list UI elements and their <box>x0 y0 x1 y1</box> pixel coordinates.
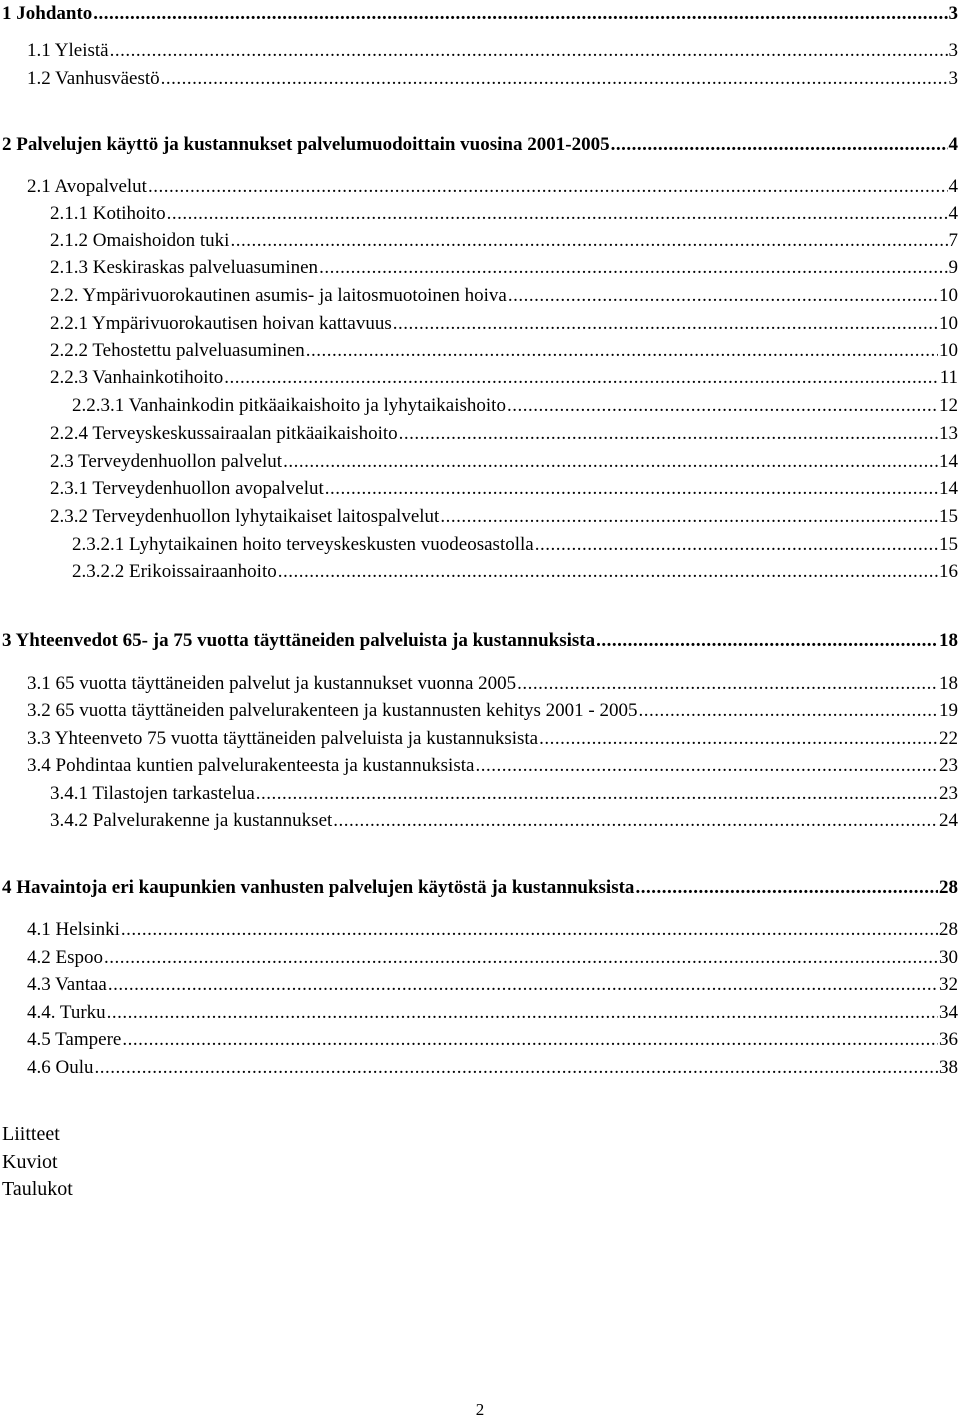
dot-leader <box>399 422 938 446</box>
toc-entry-page: 24 <box>939 810 958 831</box>
toc-entry[interactable] <box>27 699 958 723</box>
toc-entry-title: 2.1.3 Keskiraskas palveluasuminen <box>50 257 319 278</box>
toc-entry-page: 10 <box>939 313 958 334</box>
toc-entry-chapter[interactable] <box>2 133 958 157</box>
toc-entry-page: 15 <box>939 506 958 527</box>
dot-leader <box>325 477 938 501</box>
toc-entry-page: 4 <box>948 134 958 155</box>
toc-entry-page: 19 <box>939 700 958 721</box>
toc-entry-page: 4 <box>948 176 958 197</box>
toc-entry-title: 2.1 Avopalvelut <box>27 176 147 197</box>
toc-entry-page: 3 <box>948 40 958 61</box>
toc-entry-title: 2.3.2.2 Erikoissairaanhoito <box>72 561 277 582</box>
toc-entry[interactable] <box>27 67 958 91</box>
dot-leader <box>333 809 938 833</box>
dot-leader <box>95 1056 939 1080</box>
toc-entry-page: 14 <box>939 451 958 472</box>
toc-entry-page: 14 <box>939 478 958 499</box>
toc-entry-title: 3.2 65 vuotta täyttäneiden palvelurakenteen ja kustannusten kehitys 2001 - 2005 <box>27 700 638 721</box>
toc-entry-title: 2.1.2 Omaishoidon tuki <box>50 230 230 251</box>
dot-leader <box>122 1028 938 1052</box>
toc-entry-title: 1.2 Vanhusväestö <box>27 68 160 89</box>
toc-entry-page: 3 <box>948 3 958 24</box>
toc-entry[interactable] <box>27 1056 958 1080</box>
dot-leader <box>508 284 938 308</box>
toc-entry-title: 2.2. Ympärivuorokautinen asumis- ja laitosmuotoinen hoiva <box>50 285 507 306</box>
toc-entry-title: 4.5 Tampere <box>27 1029 122 1050</box>
dot-leader <box>283 450 938 474</box>
dot-leader <box>440 505 938 529</box>
toc-entry-page: 30 <box>939 947 958 968</box>
toc-entry-page: 38 <box>939 1057 958 1078</box>
dot-leader <box>611 133 948 157</box>
toc-entry[interactable] <box>50 366 958 390</box>
toc-entry[interactable] <box>27 39 958 63</box>
toc-entry[interactable] <box>50 339 958 363</box>
toc-entry-page: 36 <box>939 1029 958 1050</box>
toc-entry-title: 3.3 Yhteenveto 75 vuotta täyttäneiden palveluista ja kustannuksista <box>27 728 539 749</box>
toc-entry-title: 3.1 65 vuotta täyttäneiden palvelut ja kustannukset vuonna 2005 <box>27 673 517 694</box>
toc-entry-title: 1 Johdanto <box>2 3 93 24</box>
toc-entry-page: 7 <box>948 230 958 251</box>
dot-leader <box>256 782 938 806</box>
toc-entry[interactable] <box>27 1028 958 1052</box>
toc-entry[interactable] <box>50 782 958 806</box>
toc-entry[interactable] <box>50 284 958 308</box>
toc-entry-page: 4 <box>948 203 958 224</box>
dot-leader <box>108 973 938 997</box>
dot-leader <box>107 1001 938 1025</box>
dot-leader <box>161 67 948 91</box>
dot-leader <box>93 2 947 26</box>
toc-entry[interactable] <box>50 256 958 280</box>
dot-leader <box>278 560 938 584</box>
toc-entry[interactable] <box>72 560 958 584</box>
toc-entry-title: 2.3.2 Terveydenhuollon lyhytaikaiset laitospalvelut <box>50 506 440 527</box>
toc-entry-title: 3.4.2 Palvelurakenne ja kustannukset <box>50 810 333 831</box>
dot-leader <box>635 876 938 900</box>
toc-entry-page: 10 <box>939 285 958 306</box>
dot-leader <box>539 727 938 751</box>
toc-entry-title: 2.2.2 Tehostettu palveluasuminen <box>50 340 305 361</box>
dot-leader <box>319 256 947 280</box>
toc-entry-title: 2.2.4 Terveyskeskussairaalan pitkäaikaishoito <box>50 423 398 444</box>
toc-entry[interactable] <box>50 505 958 529</box>
toc-entry-page: 3 <box>948 68 958 89</box>
toc-entry-title: 2.3.2.1 Lyhytaikainen hoito terveyskeskusten vuodeosastolla <box>72 534 534 555</box>
toc-entry[interactable] <box>27 973 958 997</box>
dot-leader <box>535 533 938 557</box>
toc-entry-title: 2.2.1 Ympärivuorokautisen hoivan kattavuus <box>50 313 392 334</box>
toc-entry-title: 4 Havaintoja eri kaupunkien vanhusten palvelujen käytöstä ja kustannuksista <box>2 877 635 898</box>
toc-entry-title: 2 Palvelujen käyttö ja kustannukset palvelumuodoittain vuosina 2001-2005 <box>2 134 610 155</box>
toc-entry-title: 3 Yhteenvedot 65- ja 75 vuotta täyttäneiden palveluista ja kustannuksista <box>2 630 596 651</box>
toc-entry[interactable] <box>72 533 958 557</box>
toc-entry[interactable] <box>27 918 958 942</box>
toc-entry-page: 9 <box>948 257 958 278</box>
toc-entry-title: 4.1 Helsinki <box>27 919 120 940</box>
dot-leader <box>507 394 938 418</box>
toc-entry-page: 18 <box>939 630 958 651</box>
toc-entry-title: 1.1 Yleistä <box>27 40 109 61</box>
toc-entry-page: 32 <box>939 974 958 995</box>
dot-leader <box>517 672 938 696</box>
toc-entry-title: 2.2.3 Vanhainkotihoito <box>50 367 224 388</box>
toc-entry-chapter[interactable] <box>2 876 958 900</box>
toc-entry[interactable] <box>50 202 958 226</box>
toc-entry-page: 23 <box>939 783 958 804</box>
dot-leader <box>110 39 948 63</box>
toc-entry-page: 13 <box>939 423 958 444</box>
toc-entry-page: 34 <box>939 1002 958 1023</box>
toc-entry-title: 4.2 Espoo <box>27 947 103 968</box>
toc-entry-title: 3.4.1 Tilastojen tarkastelua <box>50 783 255 804</box>
toc-entry-page: 22 <box>939 728 958 749</box>
toc-entry[interactable] <box>50 229 958 253</box>
toc-entry-chapter[interactable] <box>2 2 958 26</box>
dot-leader <box>306 339 938 363</box>
toc-entry[interactable] <box>50 422 958 446</box>
toc-entry-title: 2.3 Terveydenhuollon palvelut <box>50 451 283 472</box>
toc-entry[interactable] <box>50 312 958 336</box>
appendices-label: Liitteet <box>2 1123 60 1145</box>
toc-entry-page: 15 <box>939 534 958 555</box>
dot-leader <box>104 946 938 970</box>
toc-entry[interactable] <box>50 809 958 833</box>
toc-entry[interactable] <box>27 1001 958 1025</box>
dot-leader <box>639 699 939 723</box>
toc-entry-title: 4.3 Vantaa <box>27 974 107 995</box>
toc-entry[interactable] <box>27 727 958 751</box>
toc-entry[interactable] <box>50 450 958 474</box>
dot-leader <box>121 918 938 942</box>
dot-leader <box>148 175 948 199</box>
figures-label: Kuviot <box>2 1151 58 1173</box>
toc-entry[interactable] <box>27 175 958 199</box>
toc-entry[interactable] <box>27 946 958 970</box>
toc-entry-title: 2.2.3.1 Vanhainkodin pitkäaikaishoito ja lyhytaikaishoito <box>72 395 506 416</box>
toc-entry[interactable] <box>27 754 958 778</box>
toc-entry-title: 4.6 Oulu <box>27 1057 94 1078</box>
toc-entry-page: 12 <box>939 395 958 416</box>
toc-entry-title: 2.1.1 Kotihoito <box>50 203 166 224</box>
dot-leader <box>596 629 938 653</box>
toc-entry-page: 28 <box>939 919 958 940</box>
toc-entry-title: 3.4 Pohdintaa kuntien palvelurakenteesta ja kustannuksista <box>27 755 475 776</box>
toc-entry-page: 10 <box>939 340 958 361</box>
tables-label: Taulukot <box>2 1178 73 1200</box>
toc-entry-title: 4.4. Turku <box>27 1002 106 1023</box>
toc-entry[interactable] <box>27 672 958 696</box>
page-number: 2 <box>475 1400 485 1419</box>
toc-entry-page: 23 <box>939 755 958 776</box>
dot-leader <box>230 229 947 253</box>
toc-entry-page: 18 <box>939 673 958 694</box>
dot-leader <box>393 312 938 336</box>
toc-entry-page: 11 <box>939 367 958 388</box>
dot-leader <box>167 202 948 226</box>
toc-entry-chapter[interactable] <box>2 629 958 653</box>
toc-entry-title: 2.3.1 Terveydenhuollon avopalvelut <box>50 478 324 499</box>
toc-entry-page: 16 <box>939 561 958 582</box>
toc-entry[interactable] <box>72 394 958 418</box>
toc-entry-page: 28 <box>939 877 958 898</box>
dot-leader <box>475 754 938 778</box>
toc-entry[interactable] <box>50 477 958 501</box>
dot-leader <box>224 366 938 390</box>
